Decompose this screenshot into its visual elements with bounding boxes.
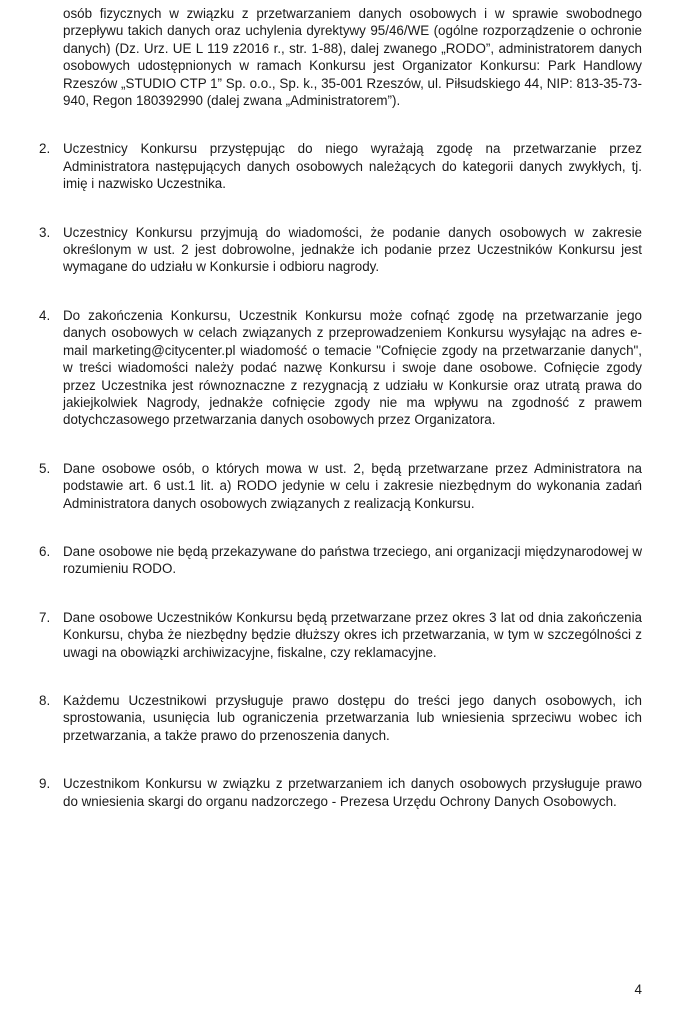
list-item-text: Dane osobowe osób, o których mowa w ust. 2, będą przetwarzane przez Administratora na podstawie art. 6 ust.1 lit. a) RODO jedynie w celu i zakresie niezbędnym do wykonania zadań Administratora danych osobowych związanych z realizacją Konkursu. [63, 460, 642, 511]
paragraph-continuation: osób fizycznych w związku z przetwarzaniem danych osobowych i w sprawie swobodnego przepływu takich danych oraz uchylenia dyrektywy 95/46/WE (ogólne rozporządzenie o ochronie danych) (Dz. Urz. UE L 119 z2016 r., str. 1-88), dalej zwanego „RODO”, administratorem danych osobowych udostępnionych w ramach Konkursu jest Organizator Konkursu: Park Handlowy Rzeszów „STUDIO CTP 1” Sp. o.o., Sp. k., 35-001 Rzeszów, ul. Piłsudskiego 44, NIP: 813-35-73-940, Regon 180392990 (dalej zwana „Administratorem”). [63, 6, 642, 109]
list-item-number: 3. [39, 224, 51, 240]
list-item-text: Do zakończenia Konkursu, Uczestnik Konkursu może cofnąć zgodę na przetwarzanie jego danych osobowych w celach związanych z przeprowadzeniem Konkursu wysyłając na adres e-mail marketing@citycenter.pl wiadomość o temacie "Cofnięcie zgody na przetwarzanie danych", w treści wiadomości należy podać nazwę Konkursu i swoje dane osobowe. Cofnięcie zgody przez Uczestnika jest równoznaczne z rezygnacją z udziału w Konkursie oraz utratą prawa do jakiejkolwiek Nagrody, jednakże cofnięcie zgody nie ma wpływu na zgodność z prawem dotychczasowego przetwarzania danych osobowych przez Organizatora. [63, 307, 642, 428]
list-item-number: 8. [39, 692, 51, 708]
list-item-3 [39, 224, 642, 276]
list-item-text: Dane osobowe Uczestników Konkursu będą przetwarzane przez okres 3 lat od dnia zakończenia Konkursu, chyba że niezbędny będzie dłuższy okres ich przetwarzania, w tym w szczególności z uwagi na obowiązki archiwizacyjne, fiskalne, czy reklamacyjne. [63, 609, 642, 660]
list-item-6 [39, 543, 642, 578]
list-item-number: 6. [39, 543, 51, 559]
list-item-number: 9. [39, 776, 51, 792]
list-item-number: 5. [39, 460, 51, 476]
list-item-text: Dane osobowe nie będą przekazywane do państwa trzeciego, ani organizacji międzynarodowej w rozumieniu RODO. [63, 543, 642, 577]
list-item-4 [39, 307, 642, 429]
list-item-text: Każdemu Uczestnikowi przysługuje prawo dostępu do treści jego danych osobowych, ich sprostowania, usunięcia lub ograniczenia przetwarzania lub wniesienia sprzeciwu wobec ich przetwarzania, a także prawo do przenoszenia danych. [63, 692, 642, 743]
list-item-text: Uczestnicy Konkursu przyjmują do wiadomości, że podanie danych osobowych w zakresie określonym w ust. 2 jest dobrowolne, jednakże ich podanie przez Uczestników Konkursu jest wymagane do udziału w Konkursie i odbioru nagrody. [63, 224, 642, 275]
list-item-2 [39, 140, 642, 192]
list-item-7 [39, 609, 642, 661]
list-item-5 [39, 460, 642, 512]
list-item-number: 7. [39, 609, 51, 625]
page-number: 4 [634, 981, 642, 997]
list-item-9 [39, 775, 642, 810]
document-content [39, 5, 642, 810]
list-item-8 [39, 692, 642, 744]
list-item-number: 4. [39, 307, 51, 323]
list-item-text: Uczestnicy Konkursu przystępując do niego wyrażają zgodę na przetwarzanie przez Administratora następujących danych osobowych należących do kategorii danych zwykłych, tj. imię i nazwisko Uczestnika. [63, 141, 642, 192]
list-item-number: 2. [39, 141, 51, 157]
list-item-text: Uczestnikom Konkursu w związku z przetwarzaniem ich danych osobowych przysługuje prawo do wniesienia skargi do organu nadzorczego - Prezesa Urzędu Ochrony Danych Osobowych. [63, 776, 642, 809]
